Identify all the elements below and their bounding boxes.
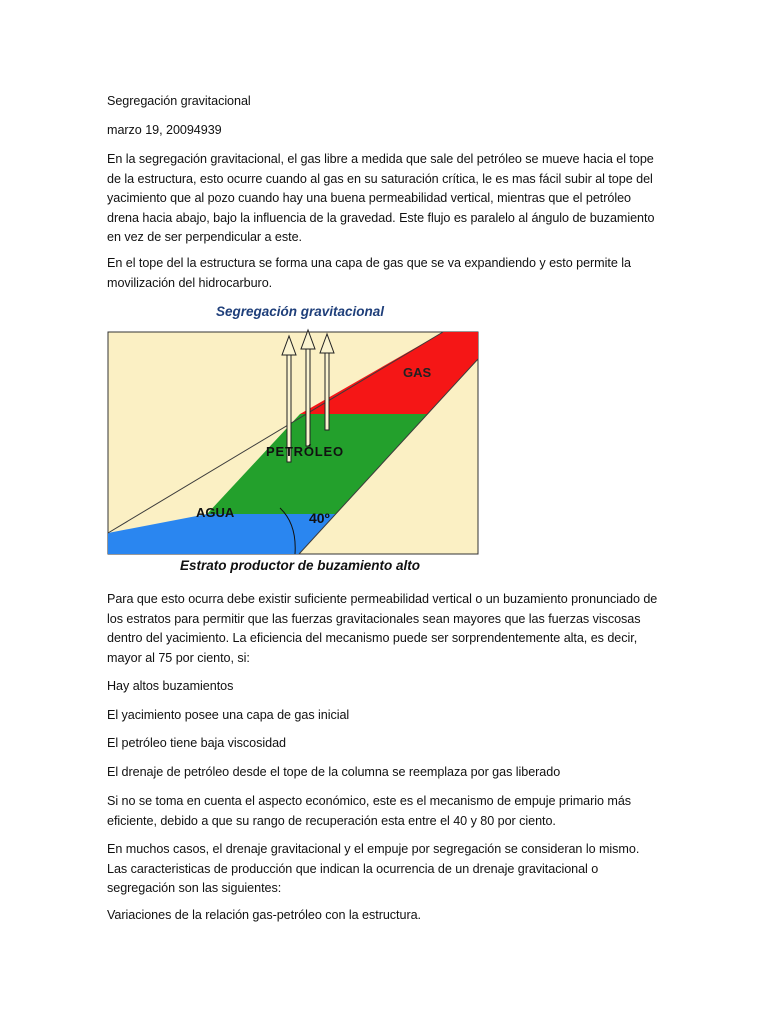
figure-title: Segregación gravitacional	[215, 304, 385, 319]
segregation-figure	[105, 296, 485, 586]
oil-label: PETRÓLEO	[266, 444, 344, 459]
gas-label: GAS	[403, 365, 432, 380]
condition-low-viscosity: El petróleo tiene baja viscosidad	[107, 736, 286, 750]
condition-gas-cap: El yacimiento posee una capa de gas inicial	[107, 708, 350, 722]
angle-label: 40º	[309, 510, 330, 526]
figure-caption: Estrato productor de buzamiento alto	[179, 558, 420, 573]
paragraph-conditions: Para que esto ocurra debe existir suficiente permeabilidad vertical o un buzamiento pronunciado de los estratos para permitir que las fuerzas gravitacionales sean mayores que las fuerzas viscosas dentro del yacimiento. La eficiencia del mecanismo puede ser sorprendentemente alta, es decir, mayor al 75 por ciento, si:	[107, 592, 658, 665]
paragraph-characteristics: En muchos casos, el drenaje gravitacional y el empuje por segregación se consideran lo mismo. Las caracteristicas de producción que indican la ocurrencia de un drenaje gravitacional o segregación son las siguientes:	[107, 842, 640, 895]
document-title: Segregación gravitacional	[107, 94, 251, 108]
water-label: AGUA	[196, 505, 235, 520]
paragraph-gor-variation: Variaciones de la relación gas-petróleo con la estructura.	[107, 908, 421, 922]
condition-high-dip: Hay altos buzamientos	[107, 679, 234, 693]
paragraph-intro: En la segregación gravitacional, el gas libre a medida que sale del petróleo se mueve hacia el tope de la estructura, esto ocurre cuando al gas en su saturación crítica, le es mas fácil subir al tope del yacimiento que al pozo cuando hay una buena permeabilidad vertical, mientras que el petróleo drena hacia abajo, bajo la influencia de la gravedad. Este flujo es paralelo al ángulo de buzamiento en vez de ser perpendicular a este.	[107, 152, 655, 244]
paragraph-gas-cap: En el tope del la estructura se forma una capa de gas que se va expandiendo y esto permite la movilización del hidrocarburo.	[107, 256, 631, 290]
paragraph-efficiency: Si no se toma en cuenta el aspecto económico, este es el mecanismo de empuje primario más eficiente, debido a que su rango de recuperación esta entre el 40 y 80 por ciento.	[107, 794, 632, 828]
condition-drainage: El drenaje de petróleo desde el tope de la columna se reemplaza por gas liberado	[107, 765, 561, 779]
segregation-diagram	[105, 296, 485, 586]
document-date: marzo 19, 20094939	[107, 123, 222, 137]
